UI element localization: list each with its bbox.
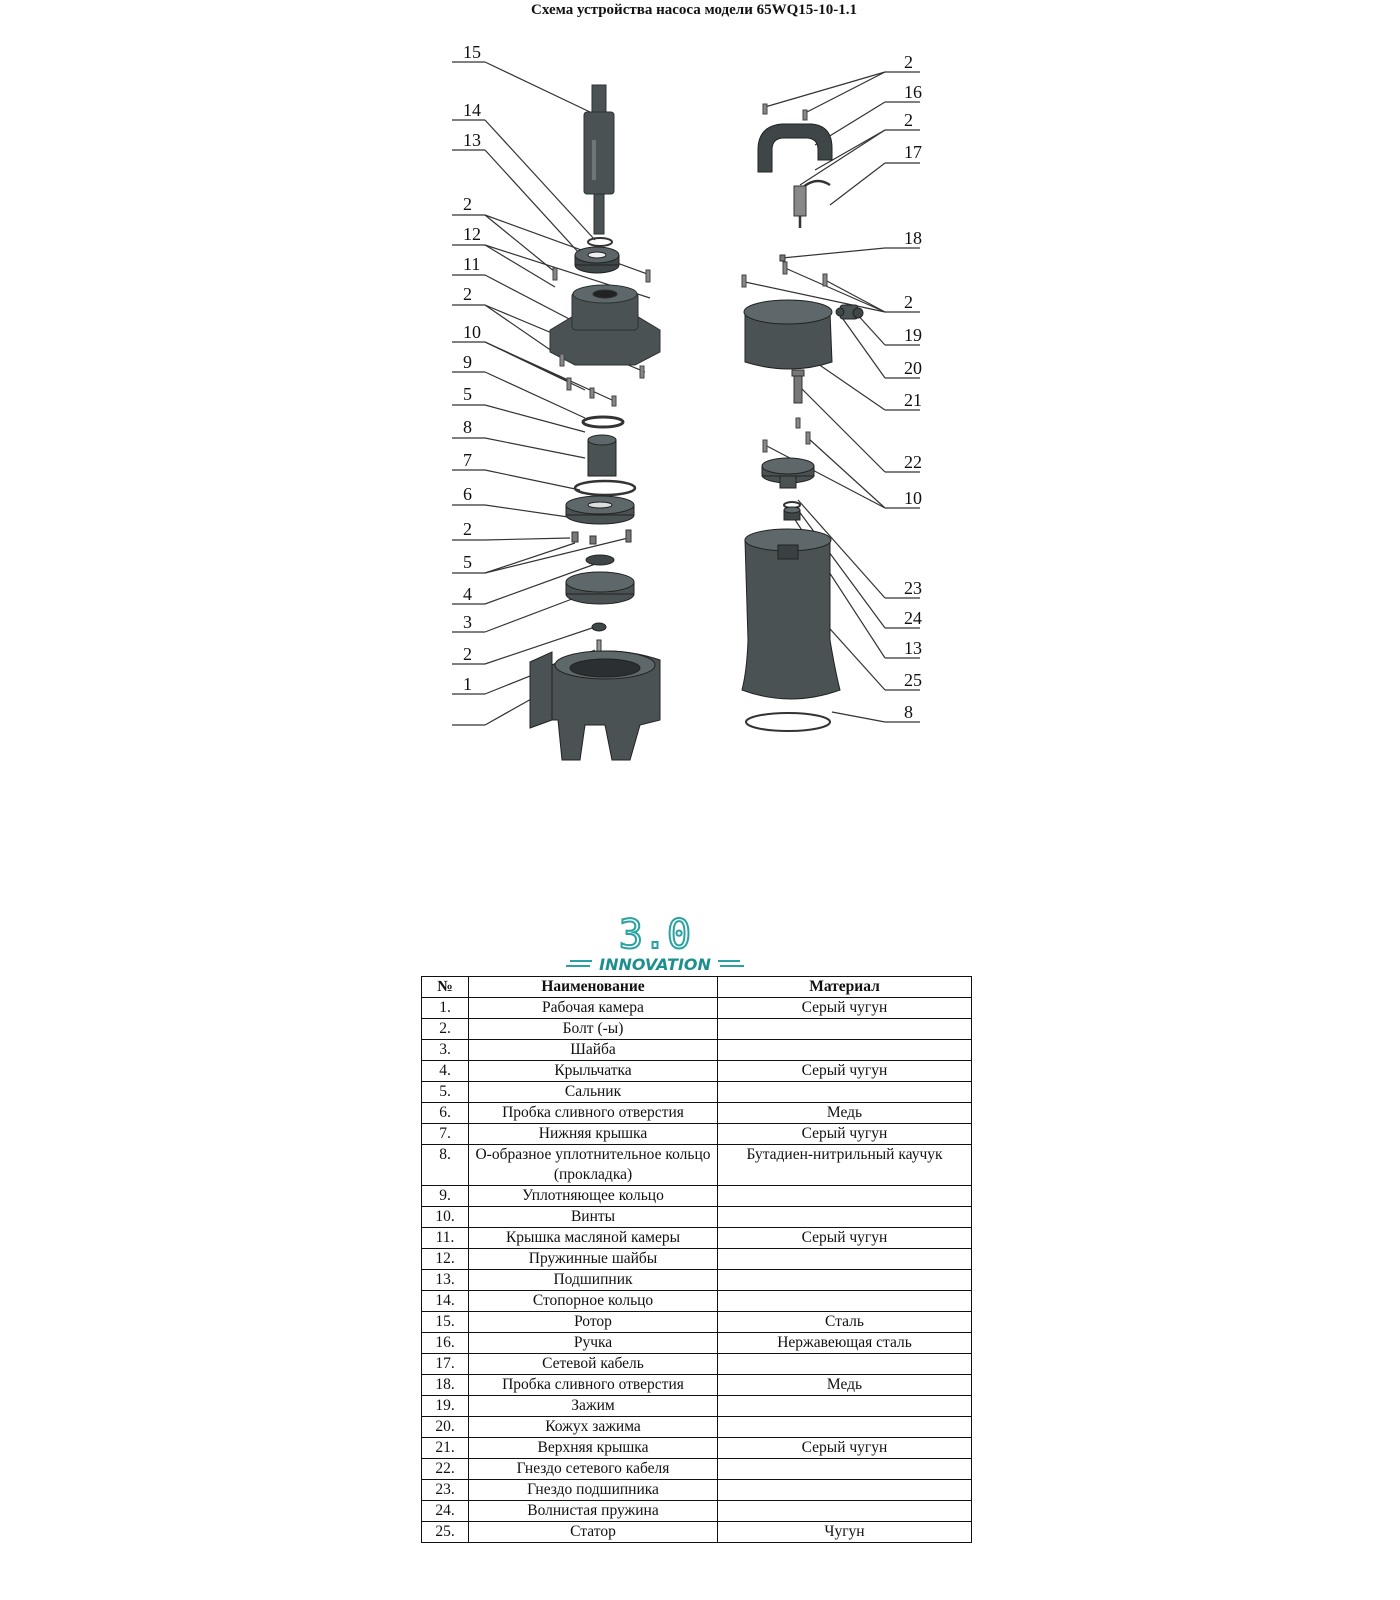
callout-label: 5 [463, 552, 472, 572]
cell-name: О-образное уплотнительное кольцо (прокладка) [469, 1145, 718, 1186]
innovation-logo [560, 912, 750, 974]
cell-name: Верхняя крышка [469, 1438, 718, 1459]
retaining-ring [588, 238, 612, 246]
cell-material: Медь [718, 1375, 972, 1396]
callout-label: 17 [904, 142, 922, 162]
cell-number: 5. [422, 1082, 469, 1103]
callout-label: 13 [463, 130, 481, 150]
cell-material [718, 1417, 972, 1438]
header-material: Материал [718, 977, 972, 998]
seal-5-lower [586, 555, 614, 565]
cell-number: 3. [422, 1040, 469, 1061]
cell-number: 25. [422, 1522, 469, 1543]
cell-name: Сальник [469, 1082, 718, 1103]
bolt-2-lower [597, 640, 601, 652]
cell-name: Статор [469, 1522, 718, 1543]
callout-label: 2 [463, 194, 472, 214]
exploded-pump-diagram [0, 0, 1400, 780]
callout-label: 2 [904, 292, 913, 312]
callout-label: 9 [463, 352, 472, 372]
cell-number: 9. [422, 1186, 469, 1207]
cell-number: 15. [422, 1312, 469, 1333]
cell-name: Стопорное кольцо [469, 1291, 718, 1312]
cell-number: 11. [422, 1228, 469, 1249]
cell-material: Серый чугун [718, 1124, 972, 1145]
table-row [422, 1228, 972, 1249]
table-row [422, 1040, 972, 1061]
callout-label: 14 [463, 100, 481, 120]
cell-material [718, 1207, 972, 1228]
callout-label: 15 [463, 42, 481, 62]
screws-10-right [763, 418, 810, 452]
cell-material [718, 1082, 972, 1103]
impeller [566, 572, 634, 604]
cell-number: 17. [422, 1354, 469, 1375]
pump-housing [530, 651, 660, 760]
cell-material: Серый чугун [718, 1228, 972, 1249]
table-row [422, 1522, 972, 1543]
cell-number: 23. [422, 1480, 469, 1501]
cell-material: Медь [718, 1103, 972, 1124]
callout-label: 20 [904, 358, 922, 378]
cell-material: Сталь [718, 1312, 972, 1333]
cell-name: Крыльчатка [469, 1061, 718, 1082]
table-row [422, 1501, 972, 1522]
table-row [422, 1019, 972, 1040]
callout-label: 8 [463, 417, 472, 437]
callout-label: 7 [463, 450, 472, 470]
table-row [422, 1291, 972, 1312]
callout-label: 1 [463, 674, 472, 694]
cell-number: 10. [422, 1207, 469, 1228]
cell-material [718, 1186, 972, 1207]
table-row [422, 1396, 972, 1417]
document-title: Схема устройства насоса модели 65WQ15-10-1.1 [530, 2, 858, 18]
table-row [422, 1375, 972, 1396]
table-row [422, 1145, 972, 1186]
cell-name: Гнездо сетевого кабеля [469, 1459, 718, 1480]
cell-name: Ротор [469, 1312, 718, 1333]
logo-version: 3.0 [618, 912, 692, 958]
cell-material [718, 1396, 972, 1417]
table-row [422, 1103, 972, 1124]
cell-number: 13. [422, 1270, 469, 1291]
cell-name: Винты [469, 1207, 718, 1228]
table-row [422, 1459, 972, 1480]
table-row [422, 1270, 972, 1291]
cell-number: 16. [422, 1333, 469, 1354]
cell-material: Чугун [718, 1522, 972, 1543]
callout-label: 10 [463, 322, 481, 342]
mechanical-seal [588, 435, 616, 476]
table-row [422, 1124, 972, 1145]
table-row [422, 998, 972, 1019]
seal-ring-9 [583, 417, 623, 427]
cell-name: Сетевой кабель [469, 1354, 718, 1375]
o-ring-8-right [746, 713, 830, 731]
callout-label: 2 [463, 644, 472, 664]
cell-material [718, 1501, 972, 1522]
table-row [422, 1354, 972, 1375]
callout-label: 22 [904, 452, 922, 472]
cell-number: 21. [422, 1438, 469, 1459]
cell-material: Серый чугун [718, 998, 972, 1019]
cell-number: 20. [422, 1417, 469, 1438]
left-callout-labels [463, 42, 481, 694]
cell-number: 18. [422, 1375, 469, 1396]
header-number: № [422, 977, 469, 998]
cell-name: Кожух зажима [469, 1417, 718, 1438]
callout-label: 2 [463, 519, 472, 539]
cell-name: Ручка [469, 1333, 718, 1354]
table-row [422, 1249, 972, 1270]
cell-name: Шайба [469, 1040, 718, 1061]
cell-number: 6. [422, 1103, 469, 1124]
callout-label: 2 [904, 110, 913, 130]
cell-material [718, 1354, 972, 1375]
table-row [422, 1186, 972, 1207]
callout-label: 23 [904, 578, 922, 598]
cell-material [718, 1480, 972, 1501]
callout-label: 16 [904, 82, 922, 102]
drain-plug-18 [780, 255, 785, 261]
cell-material: Серый чугун [718, 1061, 972, 1082]
parts-table [421, 976, 972, 1543]
cell-number: 19. [422, 1396, 469, 1417]
cell-material [718, 1459, 972, 1480]
cell-number: 4. [422, 1061, 469, 1082]
cell-name: Пробка сливного отверстия [469, 1103, 718, 1124]
callout-label: 24 [904, 608, 922, 628]
cell-name: Зажим [469, 1396, 718, 1417]
cell-material: Бутадиен-нитрильный каучук [718, 1145, 972, 1186]
callout-label: 2 [904, 52, 913, 72]
table-row [422, 1082, 972, 1103]
cell-number: 24. [422, 1501, 469, 1522]
o-ring-8-left [575, 481, 635, 495]
cable-socket-22 [792, 370, 804, 403]
washer-3 [592, 623, 606, 631]
callout-label: 4 [463, 584, 472, 604]
cell-material: Нержавеющая сталь [718, 1333, 972, 1354]
right-callout-labels [904, 52, 922, 722]
cell-material [718, 1040, 972, 1061]
cell-number: 12. [422, 1249, 469, 1270]
table-row [422, 1333, 972, 1354]
cell-name: Болт (-ы) [469, 1019, 718, 1040]
callout-label: 18 [904, 228, 922, 248]
table-row [422, 1061, 972, 1082]
header-name: Наименование [469, 977, 718, 998]
cell-name: Волнистая пружина [469, 1501, 718, 1522]
bearing-seat [762, 458, 814, 488]
table-row [422, 1438, 972, 1459]
bearing-top [575, 247, 619, 273]
table-row [422, 1207, 972, 1228]
cell-name: Гнездо подшипника [469, 1480, 718, 1501]
callout-label: 21 [904, 390, 922, 410]
cell-name: Подшипник [469, 1270, 718, 1291]
cell-name: Пробка сливного отверстия [469, 1375, 718, 1396]
cell-number: 14. [422, 1291, 469, 1312]
cell-number: 8. [422, 1145, 469, 1186]
cell-name: Крышка масляной камеры [469, 1228, 718, 1249]
callout-label: 5 [463, 384, 472, 404]
callout-label: 8 [904, 702, 913, 722]
callout-label: 11 [463, 254, 481, 274]
handle [758, 124, 832, 172]
cell-material [718, 1249, 972, 1270]
cell-material: Серый чугун [718, 1438, 972, 1459]
cell-number: 2. [422, 1019, 469, 1040]
leader-lines [452, 62, 920, 725]
cell-name: Рабочая камера [469, 998, 718, 1019]
table-row [422, 1480, 972, 1501]
callout-label: 13 [904, 638, 922, 658]
callout-label: 2 [463, 284, 472, 304]
cell-name: Пружинные шайбы [469, 1249, 718, 1270]
table-row [422, 1312, 972, 1333]
cell-material [718, 1291, 972, 1312]
cell-name: Уплотняющее кольцо [469, 1186, 718, 1207]
callout-label: 25 [904, 670, 922, 690]
cell-material [718, 1270, 972, 1291]
top-screws [742, 262, 827, 287]
bearing-13-right [784, 507, 800, 520]
cell-number: 22. [422, 1459, 469, 1480]
callout-label: 6 [463, 484, 472, 504]
cell-number: 1. [422, 998, 469, 1019]
callout-label: 12 [463, 224, 481, 244]
table-row [422, 1417, 972, 1438]
callout-label: 10 [904, 488, 922, 508]
cell-number: 7. [422, 1124, 469, 1145]
drain-plug-6 [572, 530, 631, 544]
cell-name: Нижняя крышка [469, 1124, 718, 1145]
callout-label: 3 [463, 612, 472, 632]
logo-wordmark: INNOVATION [599, 955, 711, 974]
cable-gland-17 [794, 186, 806, 216]
callout-label: 19 [904, 325, 922, 345]
lower-cover [566, 496, 634, 524]
handle-screws [763, 104, 807, 120]
rotor-shaft [584, 85, 614, 234]
cell-material [718, 1019, 972, 1040]
oil-chamber-cover [550, 285, 660, 365]
table-header-row [422, 977, 972, 998]
stator [742, 529, 840, 699]
